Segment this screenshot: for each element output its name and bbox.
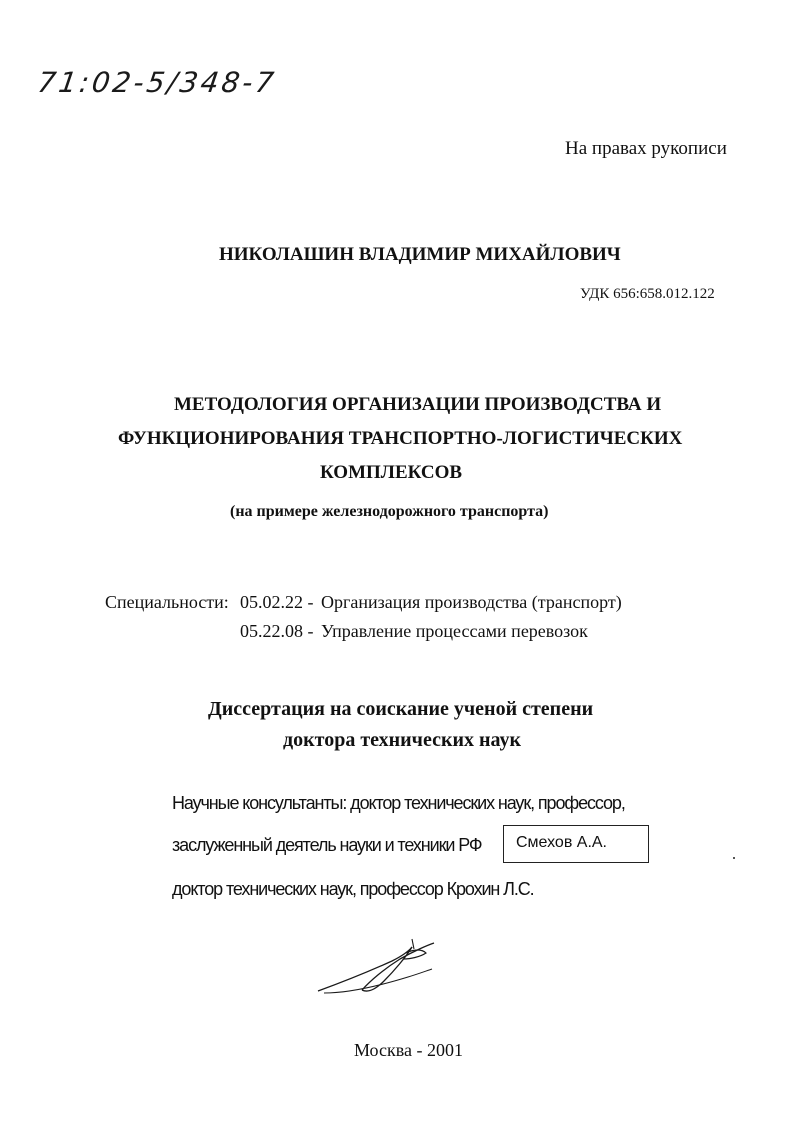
specialty-code-2: 05.22.08 - bbox=[240, 621, 314, 641]
degree-line-1: Диссертация на соискание ученой степени bbox=[208, 698, 594, 720]
consultants-line-3: доктор технических наук, профессор Крохин Л.С. bbox=[172, 879, 534, 899]
scan-speck bbox=[733, 857, 735, 859]
udc-code: УДК 656:658.012.122 bbox=[580, 286, 715, 302]
title-line-1: МЕТОДОЛОГИЯ ОРГАНИЗАЦИИ ПРОИЗВОДСТВА И bbox=[174, 394, 662, 415]
manuscript-rights: На правах рукописи bbox=[565, 138, 727, 159]
consultant-stamp-name: Смехов А.А. bbox=[516, 834, 607, 851]
title-line-2: ФУНКЦИОНИРОВАНИЯ ТРАНСПОРТНО-ЛОГИСТИЧЕСКИХ bbox=[118, 428, 683, 449]
consultants-line-1: Научные консультанты: доктор технических наук, профессор, bbox=[172, 793, 625, 813]
signature-image bbox=[310, 935, 445, 1000]
specialty-name-1: Организация производства (транспорт) bbox=[321, 592, 622, 612]
specialty-code-1: 05.02.22 - bbox=[240, 592, 314, 612]
consultants-line-2: заслуженный деятель науки и техники РФ bbox=[172, 835, 482, 855]
specialties-label: Специальности: bbox=[105, 592, 229, 612]
city-year: Москва - 2001 bbox=[354, 1040, 463, 1060]
archive-code-handwritten: 71:02-5/348-7 bbox=[35, 66, 279, 99]
degree-line-2: доктора технических наук bbox=[283, 729, 522, 751]
title-line-3: КОМПЛЕКСОВ bbox=[320, 462, 463, 483]
specialty-name-2: Управление процессами перевозок bbox=[321, 621, 588, 641]
consultant-stamp-box bbox=[503, 825, 649, 863]
author-name: НИКОЛАШИН ВЛАДИМИР МИХАЙЛОВИЧ bbox=[219, 244, 621, 265]
title-subtitle: (на примере железнодорожного транспорта) bbox=[230, 503, 549, 520]
